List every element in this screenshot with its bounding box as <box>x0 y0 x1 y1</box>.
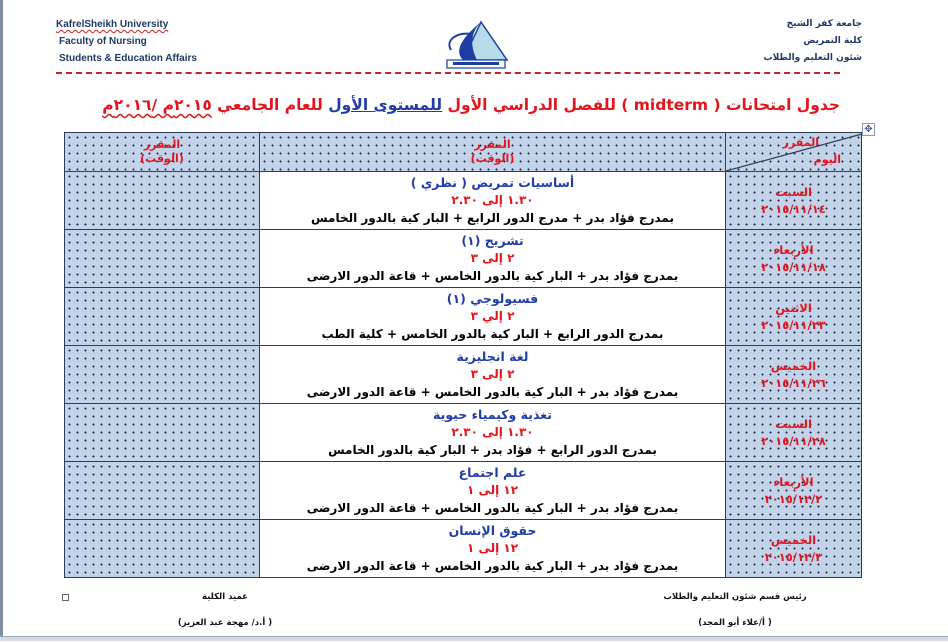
exam-schedule-table <box>64 132 862 578</box>
extra-cell <box>65 346 260 404</box>
day-cell: الخميس ٢٠١٥/١٢/٣ <box>726 520 862 578</box>
department-head-signature <box>660 590 810 642</box>
university-name-en: KafrelSheikh University <box>56 19 169 30</box>
extra-cell <box>65 172 260 230</box>
extra-cell <box>65 288 260 346</box>
day-cell: الاثنين ٢٠١٥/١١/٢٣ <box>726 288 862 346</box>
day-cell: السبت ٢٠١٥/١١/١٤ <box>726 172 862 230</box>
day-cell: الأربعاء ٢٠١٥/١٢/٢ <box>726 462 862 520</box>
header-divider <box>56 72 840 74</box>
extra-cell <box>65 230 260 288</box>
extra-column-header: المقرر (الوقت) <box>65 133 260 172</box>
table-row <box>65 346 862 404</box>
dean-signature <box>150 590 300 642</box>
arabic-header <box>764 16 862 67</box>
course-cell: علم اجتماع ١٢ إلى ١ بمدرج فؤاد بدر + البار كية بالدور الخامس + قاعة الدور الارضى <box>260 462 726 520</box>
course-cell: حقوق الإنسان ١٢ إلى ١ بمدرج فؤاد بدر + البار كية بالدور الخامس + قاعة الدور الارضى <box>260 520 726 578</box>
table-header-row <box>65 133 862 172</box>
level-link: للمستوى الأول <box>328 96 443 114</box>
extra-cell <box>65 404 260 462</box>
table-row <box>65 462 862 520</box>
table-row <box>65 230 862 288</box>
day-cell: الأربعاء ٢٠١٥/١١/١٨ <box>726 230 862 288</box>
faculty-name-en: Faculty of Nursing <box>59 36 147 47</box>
window-bottom-edge <box>0 636 948 641</box>
university-name-ar: جامعة كفر الشيخ <box>786 19 862 29</box>
course-cell: تشريح (١) ٢ إلى ٣ بمدرج فؤاد بدر + البار كية بالدور الخامس + قاعة الدور الارضى <box>260 230 726 288</box>
course-cell: تغذية وكيمياء حيوية ١.٣٠ إلى ٢.٣٠ بمدرج الدور الرابع + فؤاد بدر + البار كية بالدور الخامس <box>260 404 726 462</box>
academic-year: ٢٠١٥م /٢٠١٦م <box>102 96 212 114</box>
extra-cell <box>65 520 260 578</box>
course-cell: فسيولوجي (١) ٢ إلي ٣ بمدرج الدور الرابع + البار كية بالدور الخامس + كلية الطب <box>260 288 726 346</box>
course-cell: أساسيات تمريض ( نظري ) ١.٣٠ إلى ٢.٣٠ بمدرج فؤاد بدر + مدرج الدور الرابع + البار كية بالدور الخامس <box>260 172 726 230</box>
table-row <box>65 520 862 578</box>
course-cell: لغة انجليزية ٢ إلى ٣ بمدرج فؤاد بدر + البار كية بالدور الخامس + قاعة الدور الارضى <box>260 346 726 404</box>
department-name-en: Students & Education Affairs <box>59 53 197 64</box>
window-left-edge <box>0 0 3 640</box>
table-row <box>65 172 862 230</box>
paragraph-mark-icon <box>62 594 69 601</box>
department-head-title: رئيس قسم شئون التعليم والطلاب <box>663 592 807 602</box>
table-row <box>65 404 862 462</box>
day-cell: الخميس ٢٠١٥/١١/٢٦ <box>726 346 862 404</box>
department-head-name: ( أ/علاء أبو المجد) <box>698 618 772 628</box>
faculty-name-ar: كلية التمريض <box>803 36 862 46</box>
extra-cell <box>65 462 260 520</box>
department-name-ar: شئون التعليم والطلاب <box>763 53 862 63</box>
course-column-header: المقرر (الوقت) <box>260 133 726 172</box>
day-cell: السبت ٢٠١٥/١١/٢٨ <box>726 404 862 462</box>
dean-name: ( أ.د/ مهجة عبد العزيز) <box>177 618 273 628</box>
day-column-header: المقرر اليوم <box>726 133 862 172</box>
dean-title: عميد الكلية <box>202 592 248 602</box>
table-row <box>65 288 862 346</box>
university-logo <box>441 20 511 70</box>
table-move-handle-icon[interactable]: ✥ <box>862 123 875 136</box>
document-title: جدول امتحانات ( midterm ) للفصل الدراسي الأول للمستوى الأول للعام الجامعي ٢٠١٥م /٢٠١٦م <box>102 96 840 114</box>
english-header <box>56 16 197 67</box>
